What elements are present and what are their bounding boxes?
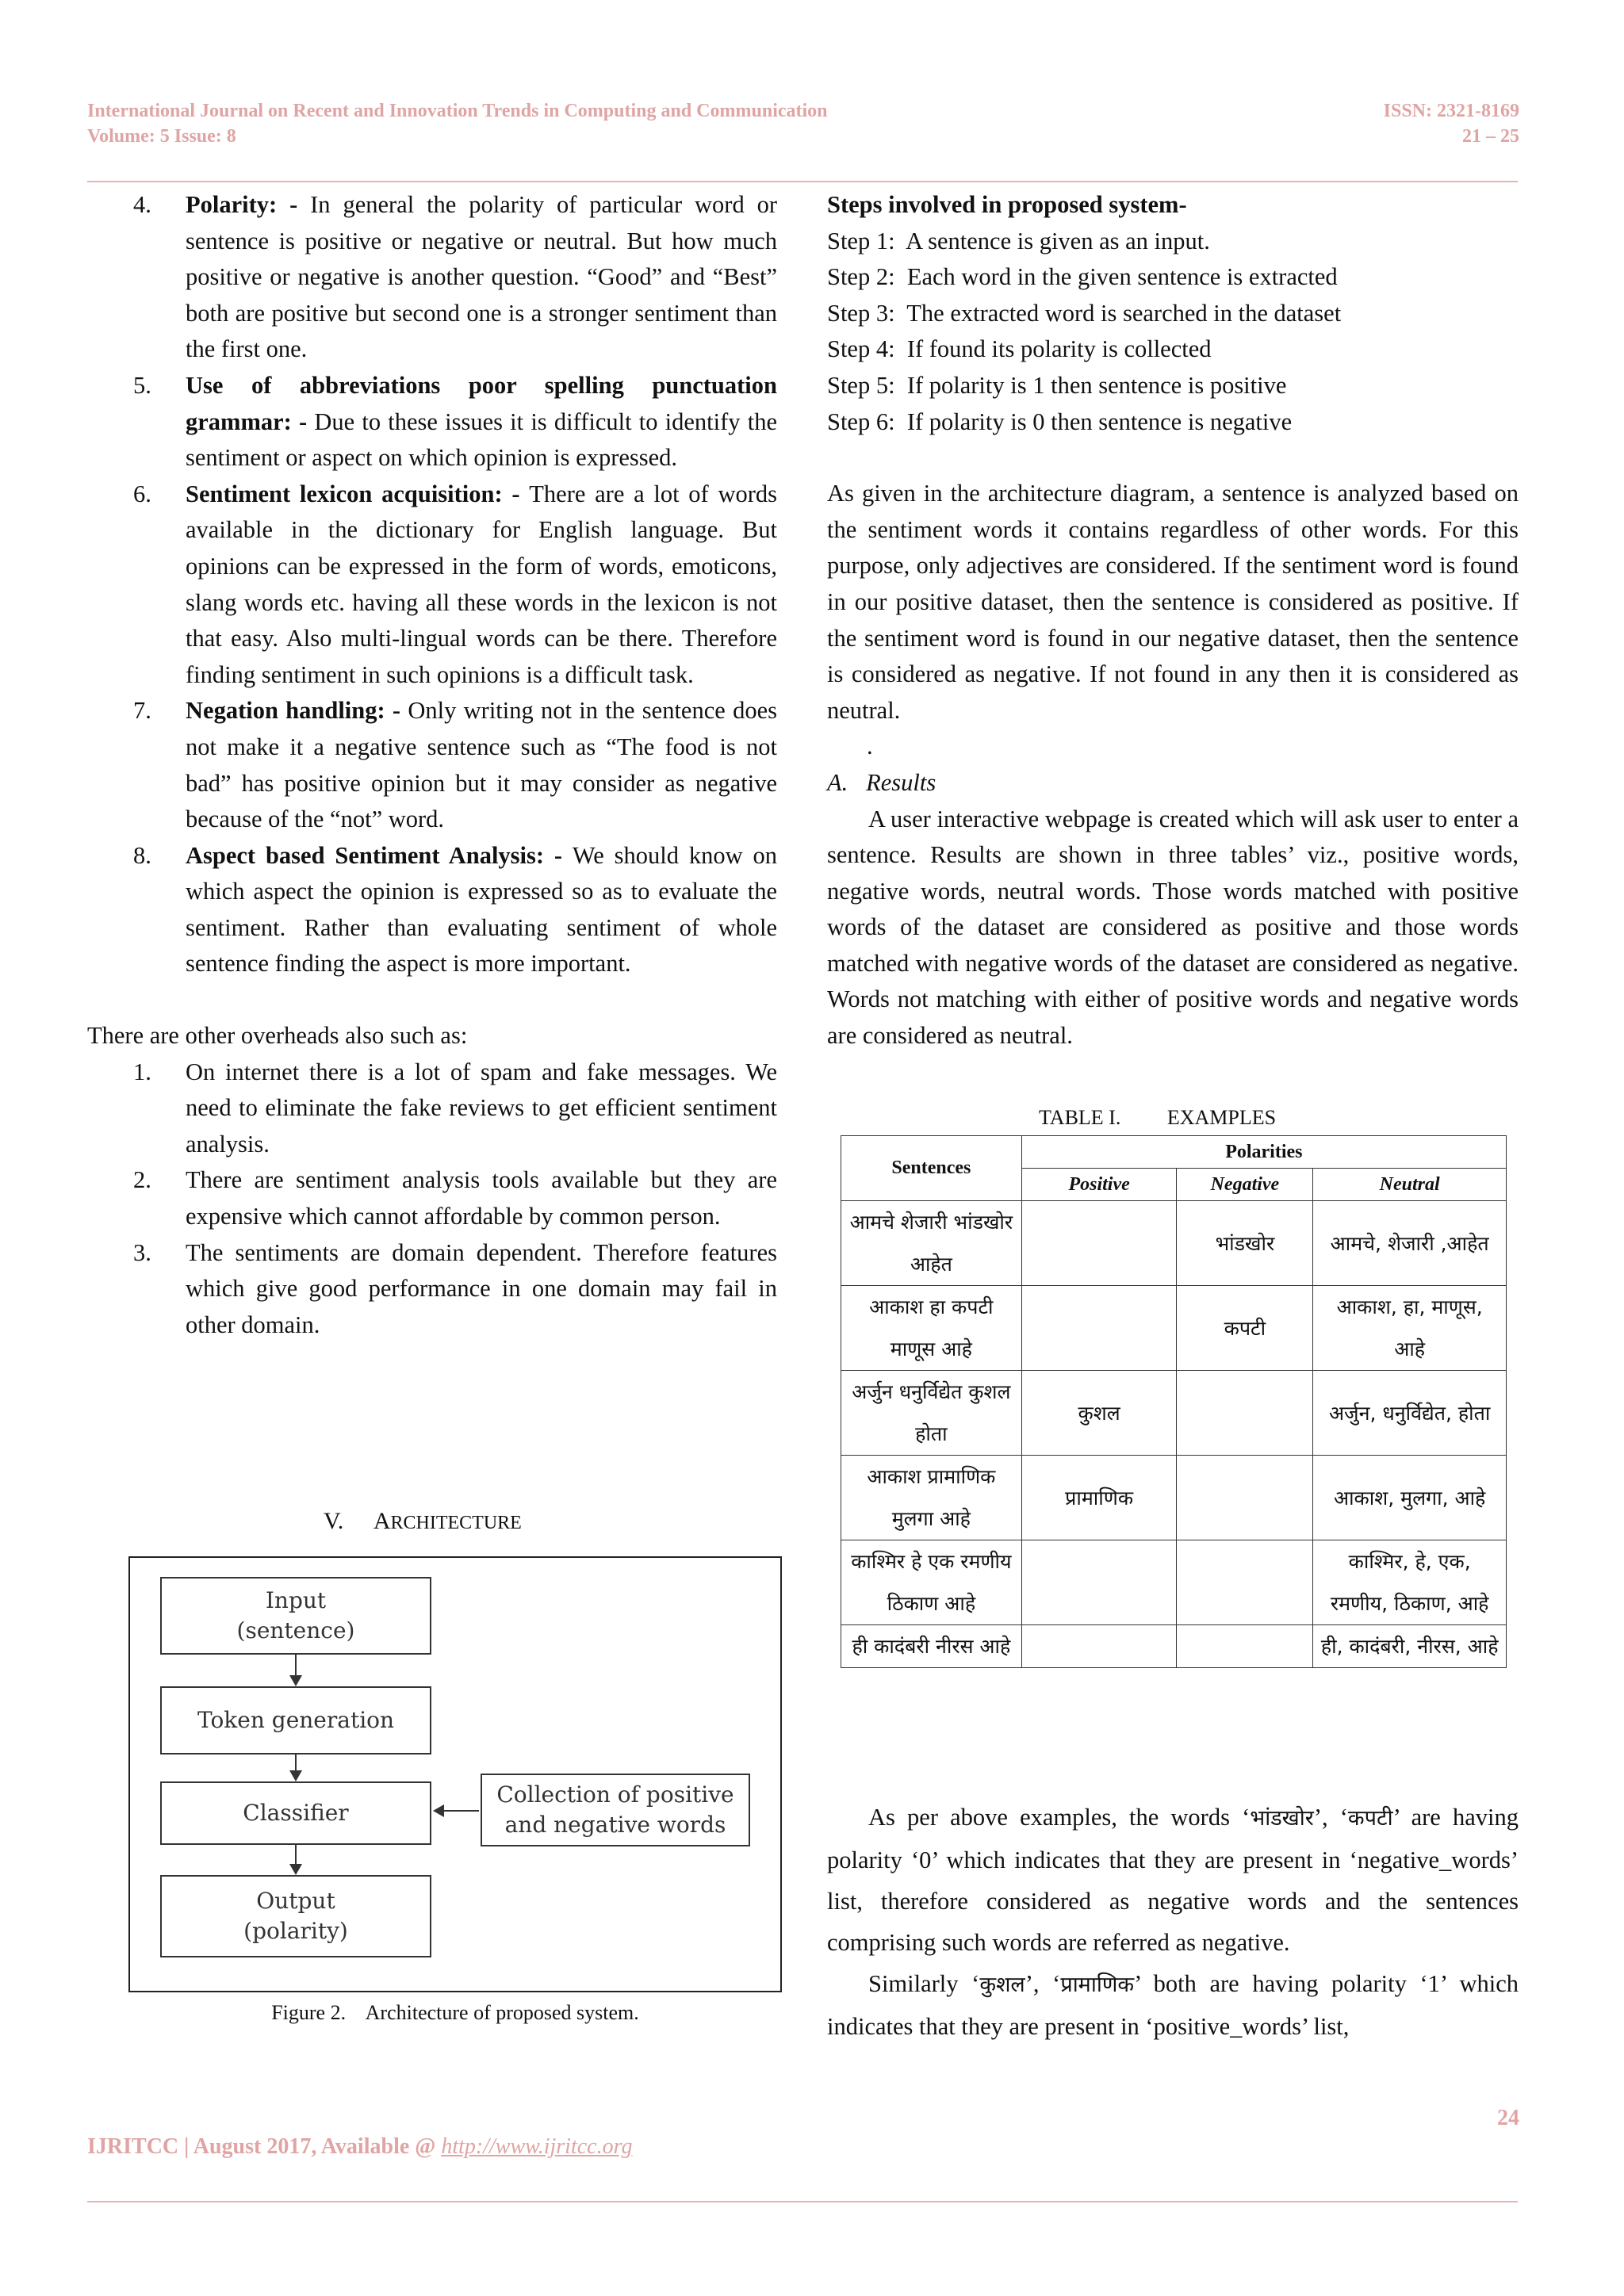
text-run: ’, ‘ xyxy=(1025,1970,1061,1997)
text-run: ’ both are having polarity ‘1’ which indicates that they are present in ‘positive_words’ list, xyxy=(827,1970,1519,2040)
item-number: 5. xyxy=(133,371,151,399)
cell-positive xyxy=(1021,1540,1177,1625)
item-number: 8. xyxy=(133,841,151,869)
journal-title: International Journal on Recent and Innovation Trends in Computing and Communication xyxy=(87,101,828,121)
item-text: There are a lot of words available in the dictionary for English language. But opinions can be expressed in the form of words, emoticons, slang words etc. having all these words in the lexicon is not that easy. Also multi-lingual words can be there. Therefore finding sentiment in such opinions is a difficult task. xyxy=(186,480,777,688)
item-text: The sentiments are domain dependent. Therefore features which give good performance in one domain may fail in other domain. xyxy=(186,1238,777,1338)
cell-neutral: आकाश, मुलगा, आहे xyxy=(1313,1456,1507,1540)
item-sep: : - xyxy=(269,191,311,218)
cell-neutral: आकाश, हा, माणूस, आहे xyxy=(1313,1286,1507,1371)
marathi-word: कपटी xyxy=(1347,1806,1393,1831)
cell-sentence: आकाश प्रामाणिक मुलगा आहे xyxy=(841,1456,1022,1540)
item-text: On internet there is a lot of spam and fake messages. We need to eliminate the fake reviews to get efficient sentiment analysis. xyxy=(186,1058,777,1158)
footer xyxy=(87,2134,632,2160)
right-bottom xyxy=(827,1797,1519,2047)
cell-negative xyxy=(1177,1625,1313,1668)
item-number: 2. xyxy=(133,1166,151,1194)
table-row xyxy=(841,1201,1507,1286)
section-heading xyxy=(324,1508,522,1535)
arrow-down-icon xyxy=(295,1755,297,1780)
item-text: There are sentiment analysis tools available but they are expensive which cannot affordable by common person. xyxy=(186,1166,777,1230)
item-title: Negation handling xyxy=(186,697,377,725)
input-label: Input xyxy=(265,1587,327,1613)
list-item xyxy=(87,693,777,837)
cell-negative: भांडखोर xyxy=(1177,1201,1313,1286)
list-item xyxy=(87,1054,777,1163)
journal-volume: Volume: 5 Issue: 8 xyxy=(87,126,236,147)
footer-text: IJRITCC | August 2017, Available @ xyxy=(87,2134,442,2159)
item-sep: : - xyxy=(377,697,408,725)
header-negative: Negative xyxy=(1177,1169,1313,1201)
cell-sentence: अर्जुन धनुर्विद्येत कुशल होता xyxy=(841,1371,1022,1456)
section-title-rest: RCHITECTURE xyxy=(390,1513,522,1533)
cell-positive xyxy=(1021,1286,1177,1371)
item-title: Polarity xyxy=(186,191,270,218)
classifier-label: Classifier xyxy=(243,1800,349,1826)
item-number: 6. xyxy=(133,480,151,507)
table-caption xyxy=(1039,1106,1276,1130)
arrow-left-icon xyxy=(435,1810,479,1812)
item-number: 7. xyxy=(133,697,151,725)
stray-dot: . xyxy=(867,733,873,760)
table-title: EXAMPLES xyxy=(1166,1106,1277,1129)
step-item: Step 4: If found its polarity is collected xyxy=(827,335,1212,363)
item-text: We should know on which aspect the opinion is expressed so as to evaluate the sentiment. Rather than evaluating sentiment of whole sentence finding the aspect is more important. xyxy=(186,841,777,978)
header-polarities: Polarities xyxy=(1021,1136,1506,1169)
list-item xyxy=(87,368,777,476)
left-column xyxy=(87,187,777,1343)
cell-neutral: आमचे, शेजारी ,आहेत xyxy=(1313,1201,1507,1286)
arrow-down-icon xyxy=(295,1655,297,1685)
results-heading: A. Results xyxy=(827,768,936,796)
list-item xyxy=(87,1162,777,1234)
output-label: Output xyxy=(256,1888,335,1914)
journal-issn: ISSN: 2321-8169 xyxy=(1383,101,1519,121)
cell-sentence: आमचे शेजारी भांडखोर आहेत xyxy=(841,1201,1022,1286)
step-item: Step 2: Each word in the given sentence is extracted xyxy=(827,263,1338,291)
item-text: Only writing not in the sentence does not make it a negative sentence such as “The food is not bad” has positive opinion but it may consider as negative because of the “not” word. xyxy=(186,697,777,833)
polarity-zero-paragraph xyxy=(827,1797,1519,1963)
list-item xyxy=(87,187,777,368)
item-sep: : - xyxy=(494,480,530,507)
output-sublabel: (polarity) xyxy=(243,1918,348,1944)
table-row xyxy=(841,1540,1507,1625)
item-number: 3. xyxy=(133,1238,151,1266)
cell-positive xyxy=(1021,1625,1177,1668)
challenges-list xyxy=(87,187,777,982)
step-item: Step 3: The extracted word is searched in the dataset xyxy=(827,299,1342,327)
token-label: Token generation xyxy=(197,1707,395,1733)
arrow-down-icon xyxy=(295,1845,297,1873)
text-run: ’, ‘ xyxy=(1313,1804,1348,1831)
table-row xyxy=(841,1456,1507,1540)
item-sep: : - xyxy=(283,408,315,435)
footer-link[interactable]: http://www.ijritcc.org xyxy=(441,2134,633,2159)
cell-neutral: ही, कादंबरी, नीरस, आहे xyxy=(1313,1625,1507,1668)
input-sublabel: (sentence) xyxy=(236,1617,355,1644)
table-number: TABLE I. xyxy=(1039,1106,1121,1129)
token-generation-box xyxy=(160,1686,431,1755)
classifier-box xyxy=(160,1781,431,1845)
cell-negative xyxy=(1177,1371,1313,1456)
cell-positive: कुशल xyxy=(1021,1371,1177,1456)
collection-sublabel: and negative words xyxy=(504,1812,726,1838)
polarity-one-paragraph xyxy=(827,1963,1519,2047)
text-run: ’ are having polarity ‘0’ which indicates that they are present in ‘negative_words’ list, therefore considered as negative words and the sentences comprising such words are referred as negative. xyxy=(827,1804,1519,1956)
collection-box xyxy=(481,1774,750,1846)
overheads-intro: There are other overheads also such as: xyxy=(87,1022,468,1050)
item-text: Due to these issues it is difficult to identify the sentiment or aspect on which opinion is expressed. xyxy=(186,408,777,472)
header-sentences: Sentences xyxy=(841,1136,1022,1201)
item-number: 4. xyxy=(133,191,151,218)
item-number: 1. xyxy=(133,1058,151,1085)
cell-neutral: अर्जुन, धनुर्विद्येत, होता xyxy=(1313,1371,1507,1456)
table-row xyxy=(841,1286,1507,1371)
cell-sentence: काश्मिर हे एक रमणीय ठिकाण आहे xyxy=(841,1540,1022,1625)
architecture-paragraph: As given in the architecture diagram, a sentence is analyzed based on the sentiment words it contains regardless of other words. For this purpose, only adjectives are considered. If the sentiment word is found in our positive dataset, then the sentence is considered as positive. If the sentiment word is found in our negative dataset, then the sentence is considered as negative. If not found in any then it is considered as neutral. xyxy=(827,480,1519,724)
journal-pages: 21 – 25 xyxy=(1462,126,1519,147)
cell-sentence: आकाश हा कपटी माणूस आहे xyxy=(841,1286,1022,1371)
table-row xyxy=(841,1371,1507,1456)
cell-positive xyxy=(1021,1201,1177,1286)
input-box xyxy=(160,1577,431,1655)
results-paragraph: A user interactive webpage is created which will ask user to enter a sentence. Results are shown in three tables’ viz., positive words, negative words, neutral words. Those words matched with positive words of the dataset are considered as positive and those words matched with negative words of the dataset are considered as negative. Words not matching with either of positive words and negative words are considered as neutral. xyxy=(827,805,1519,1050)
item-title: Sentiment lexicon acquisition xyxy=(186,480,495,507)
marathi-word: कुशल xyxy=(979,1973,1025,1997)
item-title: Use of abbreviations poor spelling punctuation grammar xyxy=(186,371,777,435)
item-sep: : - xyxy=(535,841,573,869)
cell-negative: कपटी xyxy=(1177,1286,1313,1371)
section-number: V. xyxy=(324,1508,344,1534)
steps-list xyxy=(827,224,1519,441)
list-item xyxy=(87,476,777,694)
page-number: 24 xyxy=(1497,2106,1519,2130)
text-run: As per above examples, the words ‘ xyxy=(868,1804,1251,1831)
cell-sentence: ही कादंबरी नीरस आहे xyxy=(841,1625,1022,1668)
step-item: Step 1: A sentence is given as an input. xyxy=(827,227,1210,254)
architecture-diagram xyxy=(128,1556,782,1992)
output-box xyxy=(160,1875,431,1957)
section-title-initial: A xyxy=(373,1508,391,1534)
cell-positive: प्रामाणिक xyxy=(1021,1456,1177,1540)
marathi-word: प्रामाणिक xyxy=(1060,1973,1135,1997)
header-positive: Positive xyxy=(1021,1169,1177,1201)
text-run: Similarly ‘ xyxy=(868,1970,980,1997)
right-column xyxy=(827,187,1519,1054)
examples-table xyxy=(841,1135,1507,1668)
list-item xyxy=(87,1235,777,1344)
step-item: Step 5: If polarity is 1 then sentence is positive xyxy=(827,371,1287,399)
item-text: In general the polarity of particular word or sentence is positive or negative or neutral. But how much positive or negative is another question. “Good” and “Best” both are positive but second one is a stronger sentiment than the first one. xyxy=(186,191,777,363)
cell-negative xyxy=(1177,1456,1313,1540)
table-row xyxy=(841,1625,1507,1668)
item-title: Aspect based Sentiment Analysis xyxy=(186,841,536,869)
figure-caption: Figure 2. Architecture of proposed system. xyxy=(271,2001,639,2024)
marathi-word: भांडखोर xyxy=(1250,1806,1314,1831)
header-rule xyxy=(87,181,1518,182)
cell-negative xyxy=(1177,1540,1313,1625)
step-item: Step 6: If polarity is 0 then sentence is negative xyxy=(827,408,1293,435)
collection-label: Collection of positive xyxy=(496,1781,734,1808)
overheads-list xyxy=(87,1054,777,1344)
header-neutral: Neutral xyxy=(1313,1169,1507,1201)
cell-neutral: काश्मिर, हे, एक, रमणीय, ठिकाण, आहे xyxy=(1313,1540,1507,1625)
steps-title: Steps involved in proposed system- xyxy=(827,191,1187,218)
list-item xyxy=(87,838,777,982)
footer-rule xyxy=(87,2201,1518,2202)
